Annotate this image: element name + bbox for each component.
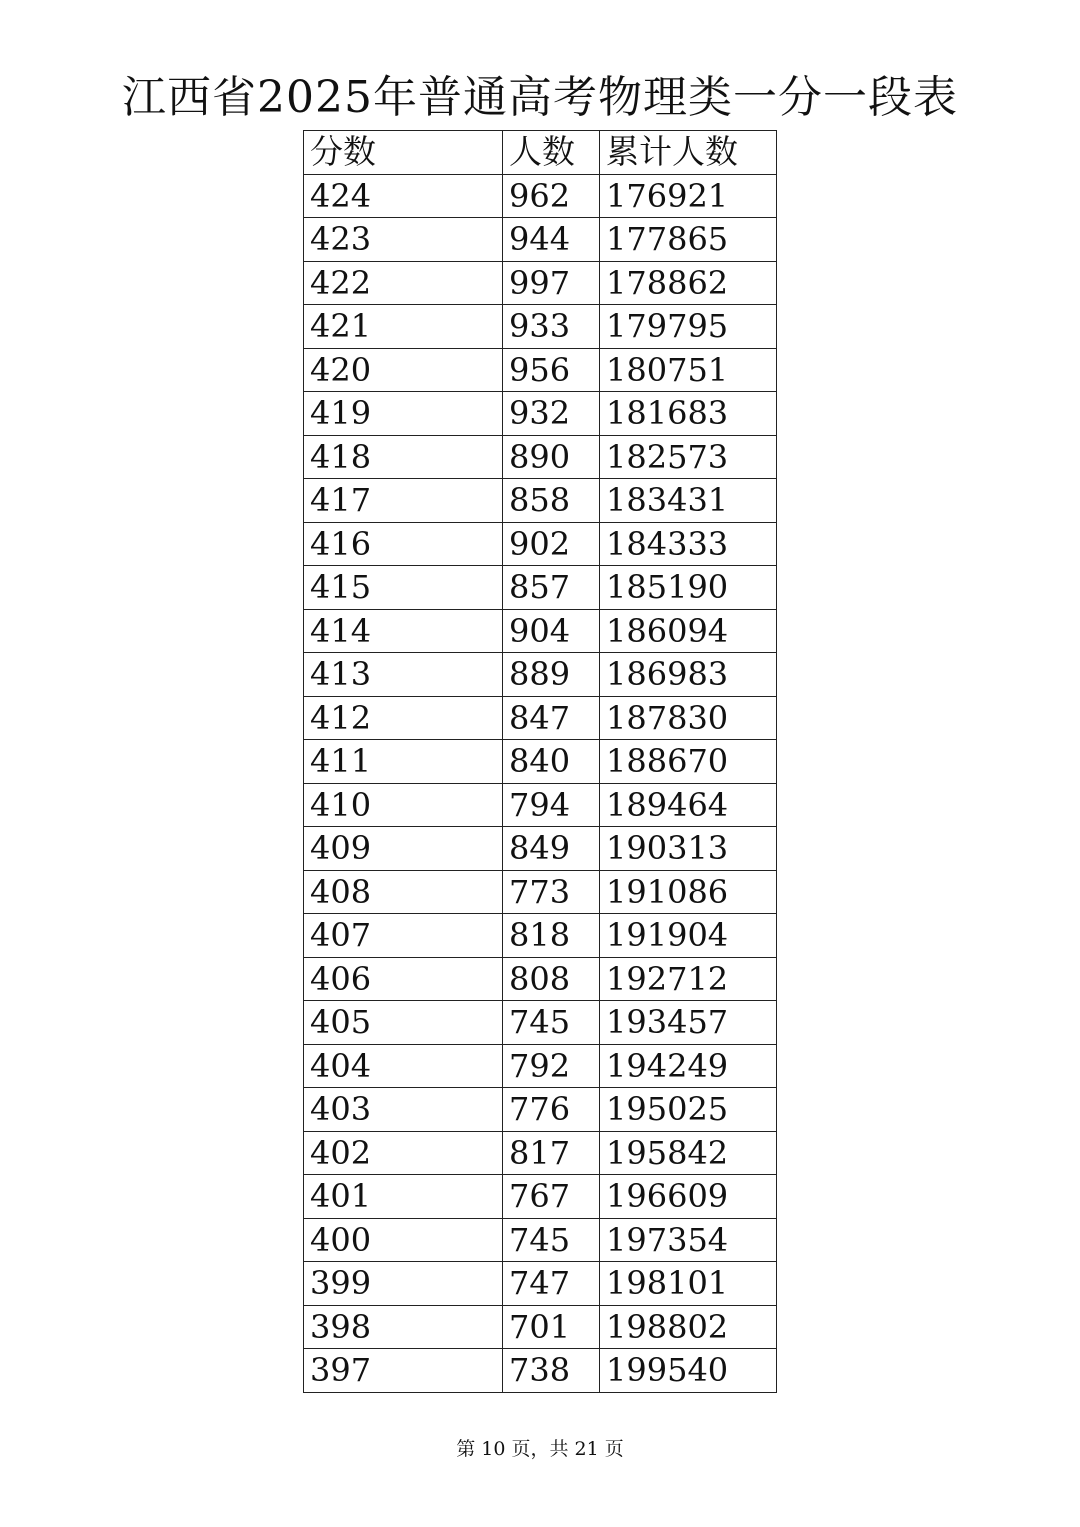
count-cell: 858 [503,479,600,523]
count-cell: 857 [503,566,600,610]
table-row [304,435,777,479]
table-row [304,1262,777,1306]
score-cell: 424 [304,174,503,218]
table-row [304,609,777,653]
count-cell: 776 [503,1088,600,1132]
score-cell: 400 [304,1218,503,1262]
score-cell: 413 [304,653,503,697]
count-cell: 767 [503,1175,600,1219]
table-row [304,305,777,349]
table-row [304,653,777,697]
count-cell: 808 [503,957,600,1001]
table-row [304,1001,777,1045]
cumulative-cell: 199540 [600,1349,777,1393]
cumulative-cell: 191086 [600,870,777,914]
score-cell: 397 [304,1349,503,1393]
table-row [304,1044,777,1088]
score-cell: 402 [304,1131,503,1175]
table-row [304,1218,777,1262]
cumulative-cell: 185190 [600,566,777,610]
cumulative-cell: 187830 [600,696,777,740]
score-cell: 408 [304,870,503,914]
cumulative-cell: 184333 [600,522,777,566]
cumulative-cell: 196609 [600,1175,777,1219]
score-cell: 410 [304,783,503,827]
table-row [304,827,777,871]
cumulative-cell: 182573 [600,435,777,479]
cumulative-cell: 193457 [600,1001,777,1045]
count-cell: 932 [503,392,600,436]
score-cell: 401 [304,1175,503,1219]
table-body [304,174,777,1392]
score-cell: 399 [304,1262,503,1306]
score-cell: 418 [304,435,503,479]
cumulative-cell: 194249 [600,1044,777,1088]
cumulative-cell: 186094 [600,609,777,653]
score-cell: 404 [304,1044,503,1088]
table-row [304,870,777,914]
score-cell: 416 [304,522,503,566]
score-cell: 421 [304,305,503,349]
table-row [304,479,777,523]
score-cell: 405 [304,1001,503,1045]
table-row [304,566,777,610]
table-row [304,522,777,566]
table-header-row [304,131,777,175]
cumulative-cell: 183431 [600,479,777,523]
cumulative-cell: 181683 [600,392,777,436]
count-cell: 773 [503,870,600,914]
count-cell: 745 [503,1218,600,1262]
header-score: 分数 [304,131,503,175]
count-cell: 889 [503,653,600,697]
table-row [304,957,777,1001]
count-cell: 738 [503,1349,600,1393]
table-row [304,1305,777,1349]
score-cell: 407 [304,914,503,958]
table-row [304,783,777,827]
cumulative-cell: 192712 [600,957,777,1001]
score-cell: 414 [304,609,503,653]
score-cell: 417 [304,479,503,523]
count-cell: 818 [503,914,600,958]
score-cell: 420 [304,348,503,392]
cumulative-cell: 179795 [600,305,777,349]
table-row [304,218,777,262]
cumulative-cell: 180751 [600,348,777,392]
count-cell: 701 [503,1305,600,1349]
cumulative-cell: 177865 [600,218,777,262]
page-footer: 第 10 页，共 21 页 [456,1438,624,1460]
cumulative-cell: 178862 [600,261,777,305]
score-cell: 406 [304,957,503,1001]
table-row [304,1349,777,1393]
header-count: 人数 [503,131,600,175]
count-cell: 902 [503,522,600,566]
cumulative-cell: 195025 [600,1088,777,1132]
count-cell: 849 [503,827,600,871]
score-cell: 423 [304,218,503,262]
count-cell: 847 [503,696,600,740]
table-row [304,740,777,784]
cumulative-cell: 191904 [600,914,777,958]
count-cell: 933 [503,305,600,349]
count-cell: 997 [503,261,600,305]
cumulative-cell: 198802 [600,1305,777,1349]
cumulative-cell: 186983 [600,653,777,697]
table-row [304,696,777,740]
cumulative-cell: 195842 [600,1131,777,1175]
table-row [304,914,777,958]
cumulative-cell: 197354 [600,1218,777,1262]
count-cell: 840 [503,740,600,784]
score-cell: 398 [304,1305,503,1349]
count-cell: 956 [503,348,600,392]
score-cell: 409 [304,827,503,871]
page-title: 江西省2025年普通高考物理类一分一段表 [122,72,958,123]
score-cell: 412 [304,696,503,740]
count-cell: 792 [503,1044,600,1088]
table-row [304,1088,777,1132]
table-row [304,1175,777,1219]
count-cell: 817 [503,1131,600,1175]
table-row [304,261,777,305]
table-row [304,1131,777,1175]
count-cell: 904 [503,609,600,653]
score-cell: 419 [304,392,503,436]
header-cumulative: 累计人数 [600,131,777,175]
cumulative-cell: 198101 [600,1262,777,1306]
count-cell: 890 [503,435,600,479]
cumulative-cell: 189464 [600,783,777,827]
cumulative-cell: 176921 [600,174,777,218]
cumulative-cell: 190313 [600,827,777,871]
count-cell: 944 [503,218,600,262]
score-cell: 415 [304,566,503,610]
table-row [304,348,777,392]
score-cell: 403 [304,1088,503,1132]
table-row [304,392,777,436]
count-cell: 745 [503,1001,600,1045]
count-cell: 747 [503,1262,600,1306]
count-cell: 794 [503,783,600,827]
score-cell: 422 [304,261,503,305]
cumulative-cell: 188670 [600,740,777,784]
table-row [304,174,777,218]
score-cell: 411 [304,740,503,784]
score-distribution-table [303,130,777,1393]
count-cell: 962 [503,174,600,218]
